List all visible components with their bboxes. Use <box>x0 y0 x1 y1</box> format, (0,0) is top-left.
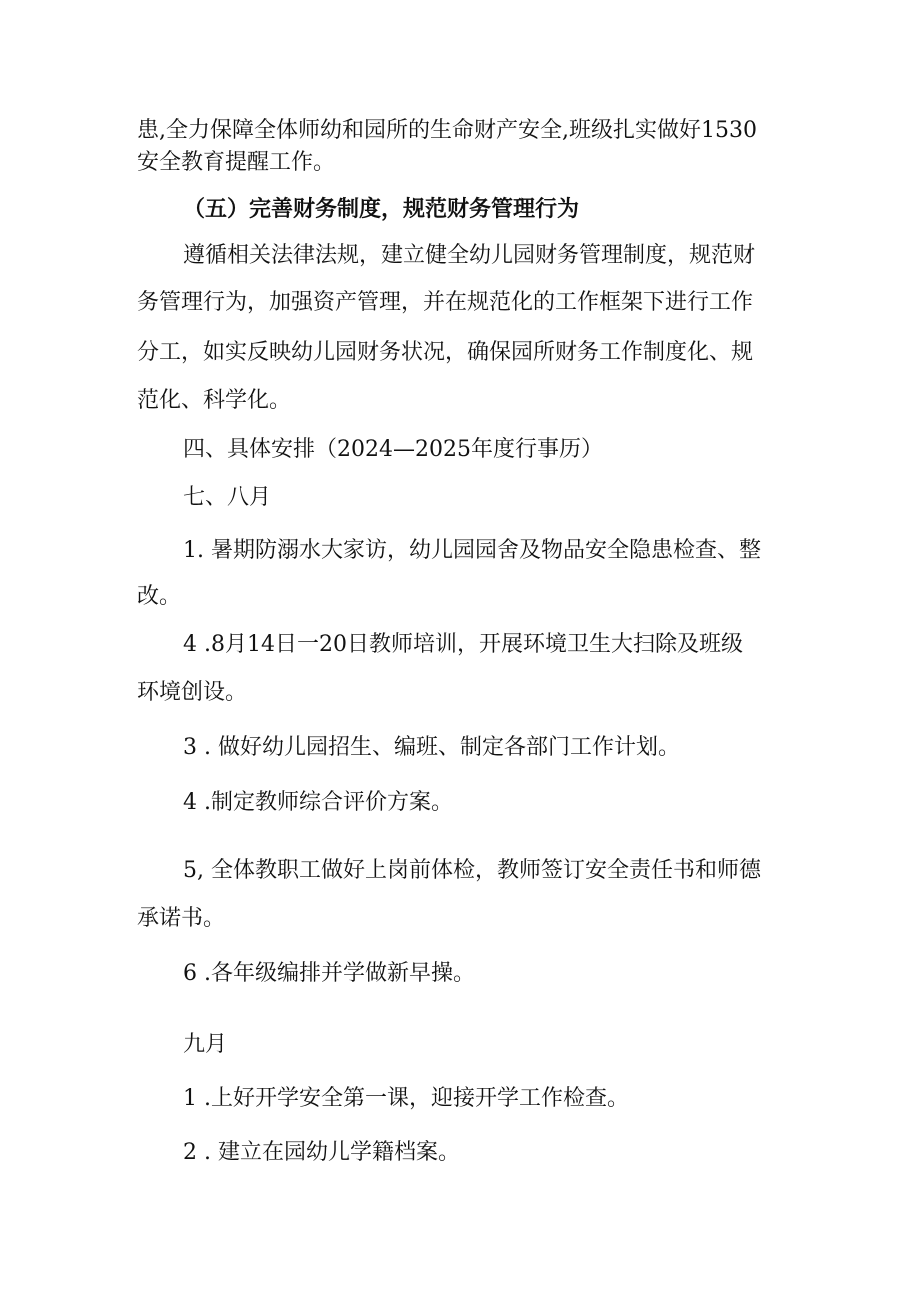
text-line: 患,全力保障全体师幼和园所的生命财产安全,班级扎实做好1530 <box>137 118 757 143</box>
section-heading: （五）完善财务制度，规范财务管理行为 <box>183 196 580 222</box>
text-line: 安全教育提醒工作。 <box>137 150 336 175</box>
list-item-continuation: 环境创设。 <box>137 680 248 705</box>
list-item: 4 .制定教师综合评价方案。 <box>183 790 453 815</box>
list-item: 3 . 做好幼儿园招生、编班、制定各部门工作计划。 <box>183 735 680 760</box>
section-heading: 四、具体安排（2024—2025年度行事历） <box>183 437 603 462</box>
list-item-continuation: 承诺书。 <box>137 906 226 931</box>
list-item-continuation: 改。 <box>137 584 182 609</box>
text-line: 分工，如实反映幼儿园财务状况，确保园所财务工作制度化、规 <box>137 340 754 365</box>
text-line: 遵循相关法律法规，建立健全幼儿园财务管理制度，规范财 <box>183 243 756 268</box>
list-item: 1. 暑期防溺水大家访，幼儿园园舍及物品安全隐患检查、整 <box>183 538 761 563</box>
list-item: 5, 全体教职工做好上岗前体检，教师签订安全责任书和师德 <box>183 858 761 883</box>
month-heading: 九月 <box>183 1032 228 1057</box>
list-item: 1 .上好开学安全第一课，迎接开学工作检查。 <box>183 1086 629 1111</box>
list-item: 4 .8月14日一20日教师培训，开展环境卫生大扫除及班级 <box>183 632 743 657</box>
text-line: 务管理行为，加强资产管理，并在规范化的工作框架下进行工作 <box>137 290 754 315</box>
list-item: 2 . 建立在园幼儿学籍档案。 <box>183 1140 460 1165</box>
list-item: 6 .各年级编排并学做新早操。 <box>183 961 475 986</box>
month-heading: 七、八月 <box>183 485 272 510</box>
text-line: 范化、科学化。 <box>137 388 292 413</box>
